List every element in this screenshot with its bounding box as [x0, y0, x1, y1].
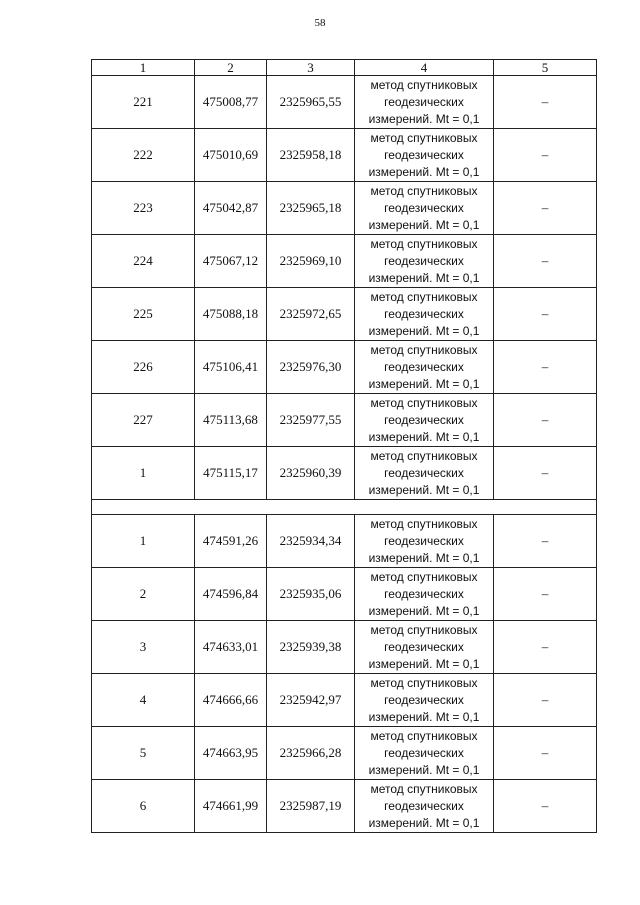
- x-coordinate-cell: 474591,26: [195, 515, 267, 568]
- table-row: [92, 621, 597, 674]
- method-cell: [355, 621, 494, 674]
- table-row: [92, 76, 597, 129]
- method-text-line: геодезических: [384, 200, 464, 215]
- method-text-line: измерений. Mt = 0,1: [368, 164, 480, 179]
- method-text-line: измерений. Mt = 0,1: [368, 762, 480, 777]
- y-coordinate-cell: 2325987,19: [267, 780, 355, 833]
- method-text-line: измерений. Mt = 0,1: [368, 482, 480, 497]
- point-number-cell: 226: [92, 341, 195, 394]
- note-cell: –: [494, 341, 597, 394]
- method-text-line: метод спутниковых: [370, 130, 478, 145]
- x-coordinate-cell: 475115,17: [195, 447, 267, 500]
- point-number-cell: 1: [92, 447, 195, 500]
- x-coordinate-cell: 475067,12: [195, 235, 267, 288]
- note-cell: –: [494, 621, 597, 674]
- table-separator-row: [92, 500, 597, 515]
- method-text-line: метод спутниковых: [370, 622, 478, 637]
- note-cell: –: [494, 568, 597, 621]
- method-text-line: измерений. Mt = 0,1: [368, 270, 480, 285]
- method-text-line: метод спутниковых: [370, 516, 478, 531]
- y-coordinate-cell: 2325976,30: [267, 341, 355, 394]
- x-coordinate-cell: 475010,69: [195, 129, 267, 182]
- method-text-line: геодезических: [384, 639, 464, 654]
- method-text-line: геодезических: [384, 412, 464, 427]
- table-row: [92, 288, 597, 341]
- x-coordinate-cell: 475008,77: [195, 76, 267, 129]
- point-number-cell: 222: [92, 129, 195, 182]
- table-row: [92, 341, 597, 394]
- x-coordinate-cell: 475113,68: [195, 394, 267, 447]
- method-text-line: измерений. Mt = 0,1: [368, 709, 480, 724]
- note-cell: –: [494, 515, 597, 568]
- x-coordinate-cell: 475088,18: [195, 288, 267, 341]
- method-text-line: измерений. Mt = 0,1: [368, 603, 480, 618]
- note-cell: –: [494, 76, 597, 129]
- x-coordinate-cell: 474633,01: [195, 621, 267, 674]
- method-text-line: геодезических: [384, 94, 464, 109]
- method-text-line: метод спутниковых: [370, 236, 478, 251]
- method-cell: [355, 568, 494, 621]
- note-cell: –: [494, 727, 597, 780]
- method-text-line: метод спутниковых: [370, 395, 478, 410]
- column-header-1: 1: [92, 60, 195, 76]
- note-cell: –: [494, 394, 597, 447]
- method-cell: [355, 182, 494, 235]
- method-text-line: метод спутниковых: [370, 781, 478, 796]
- y-coordinate-cell: 2325958,18: [267, 129, 355, 182]
- point-number-cell: 225: [92, 288, 195, 341]
- point-number-cell: 227: [92, 394, 195, 447]
- method-text-line: геодезических: [384, 465, 464, 480]
- method-text-line: метод спутниковых: [370, 728, 478, 743]
- method-text-line: метод спутниковых: [370, 77, 478, 92]
- method-cell: [355, 727, 494, 780]
- method-cell: [355, 235, 494, 288]
- y-coordinate-cell: 2325966,28: [267, 727, 355, 780]
- method-cell: [355, 129, 494, 182]
- y-coordinate-cell: 2325977,55: [267, 394, 355, 447]
- column-header-4: 4: [355, 60, 494, 76]
- method-text-line: измерений. Mt = 0,1: [368, 217, 480, 232]
- method-text-line: геодезических: [384, 147, 464, 162]
- table-row: [92, 568, 597, 621]
- point-number-cell: 4: [92, 674, 195, 727]
- method-text-line: геодезических: [384, 253, 464, 268]
- method-cell: [355, 288, 494, 341]
- table-row: [92, 727, 597, 780]
- y-coordinate-cell: 2325972,65: [267, 288, 355, 341]
- table-row: [92, 515, 597, 568]
- method-text-line: измерений. Mt = 0,1: [368, 656, 480, 671]
- column-header-3: 3: [267, 60, 355, 76]
- method-text-line: измерений. Mt = 0,1: [368, 376, 480, 391]
- x-coordinate-cell: 475106,41: [195, 341, 267, 394]
- method-cell: [355, 447, 494, 500]
- y-coordinate-cell: 2325934,34: [267, 515, 355, 568]
- note-cell: –: [494, 674, 597, 727]
- method-text-line: измерений. Mt = 0,1: [368, 429, 480, 444]
- x-coordinate-cell: 474666,66: [195, 674, 267, 727]
- x-coordinate-cell: 474596,84: [195, 568, 267, 621]
- method-text-line: измерений. Mt = 0,1: [368, 815, 480, 830]
- method-cell: [355, 394, 494, 447]
- method-cell: [355, 674, 494, 727]
- y-coordinate-cell: 2325960,39: [267, 447, 355, 500]
- method-text-line: измерений. Mt = 0,1: [368, 550, 480, 565]
- page-number: 58: [314, 17, 326, 29]
- column-header-5: 5: [494, 60, 597, 76]
- y-coordinate-cell: 2325942,97: [267, 674, 355, 727]
- table-row: [92, 394, 597, 447]
- method-text-line: метод спутниковых: [370, 289, 478, 304]
- method-text-line: метод спутниковых: [370, 569, 478, 584]
- note-cell: –: [494, 235, 597, 288]
- y-coordinate-cell: 2325939,38: [267, 621, 355, 674]
- table-row: [92, 182, 597, 235]
- method-text-line: измерений. Mt = 0,1: [368, 323, 480, 338]
- method-text-line: измерений. Mt = 0,1: [368, 111, 480, 126]
- method-cell: [355, 780, 494, 833]
- point-number-cell: 2: [92, 568, 195, 621]
- column-header-2: 2: [195, 60, 267, 76]
- table-body: [92, 76, 597, 833]
- method-cell: [355, 515, 494, 568]
- note-cell: –: [494, 288, 597, 341]
- y-coordinate-cell: 2325935,06: [267, 568, 355, 621]
- method-text-line: геодезических: [384, 798, 464, 813]
- method-cell: [355, 341, 494, 394]
- note-cell: –: [494, 129, 597, 182]
- note-cell: –: [494, 182, 597, 235]
- point-number-cell: 5: [92, 727, 195, 780]
- table-header: [92, 60, 597, 76]
- y-coordinate-cell: 2325965,18: [267, 182, 355, 235]
- method-text-line: метод спутниковых: [370, 183, 478, 198]
- method-cell: [355, 76, 494, 129]
- x-coordinate-cell: 474661,99: [195, 780, 267, 833]
- x-coordinate-cell: 475042,87: [195, 182, 267, 235]
- method-text-line: геодезических: [384, 586, 464, 601]
- y-coordinate-cell: 2325969,10: [267, 235, 355, 288]
- point-number-cell: 223: [92, 182, 195, 235]
- method-text-line: метод спутниковых: [370, 675, 478, 690]
- header-row: [92, 60, 597, 76]
- table-row: [92, 235, 597, 288]
- x-coordinate-cell: 474663,95: [195, 727, 267, 780]
- method-text-line: геодезических: [384, 359, 464, 374]
- table-row: [92, 674, 597, 727]
- separator-cell: [92, 500, 597, 515]
- table-row: [92, 129, 597, 182]
- y-coordinate-cell: 2325965,55: [267, 76, 355, 129]
- method-text-line: метод спутниковых: [370, 448, 478, 463]
- point-number-cell: 1: [92, 515, 195, 568]
- coordinates-table: [91, 59, 597, 833]
- point-number-cell: 221: [92, 76, 195, 129]
- note-cell: –: [494, 447, 597, 500]
- point-number-cell: 3: [92, 621, 195, 674]
- point-number-cell: 6: [92, 780, 195, 833]
- method-text-line: геодезических: [384, 306, 464, 321]
- method-text-line: геодезических: [384, 533, 464, 548]
- method-text-line: метод спутниковых: [370, 342, 478, 357]
- method-text-line: геодезических: [384, 745, 464, 760]
- table-row: [92, 780, 597, 833]
- point-number-cell: 224: [92, 235, 195, 288]
- note-cell: –: [494, 780, 597, 833]
- table-row: [92, 447, 597, 500]
- method-text-line: геодезических: [384, 692, 464, 707]
